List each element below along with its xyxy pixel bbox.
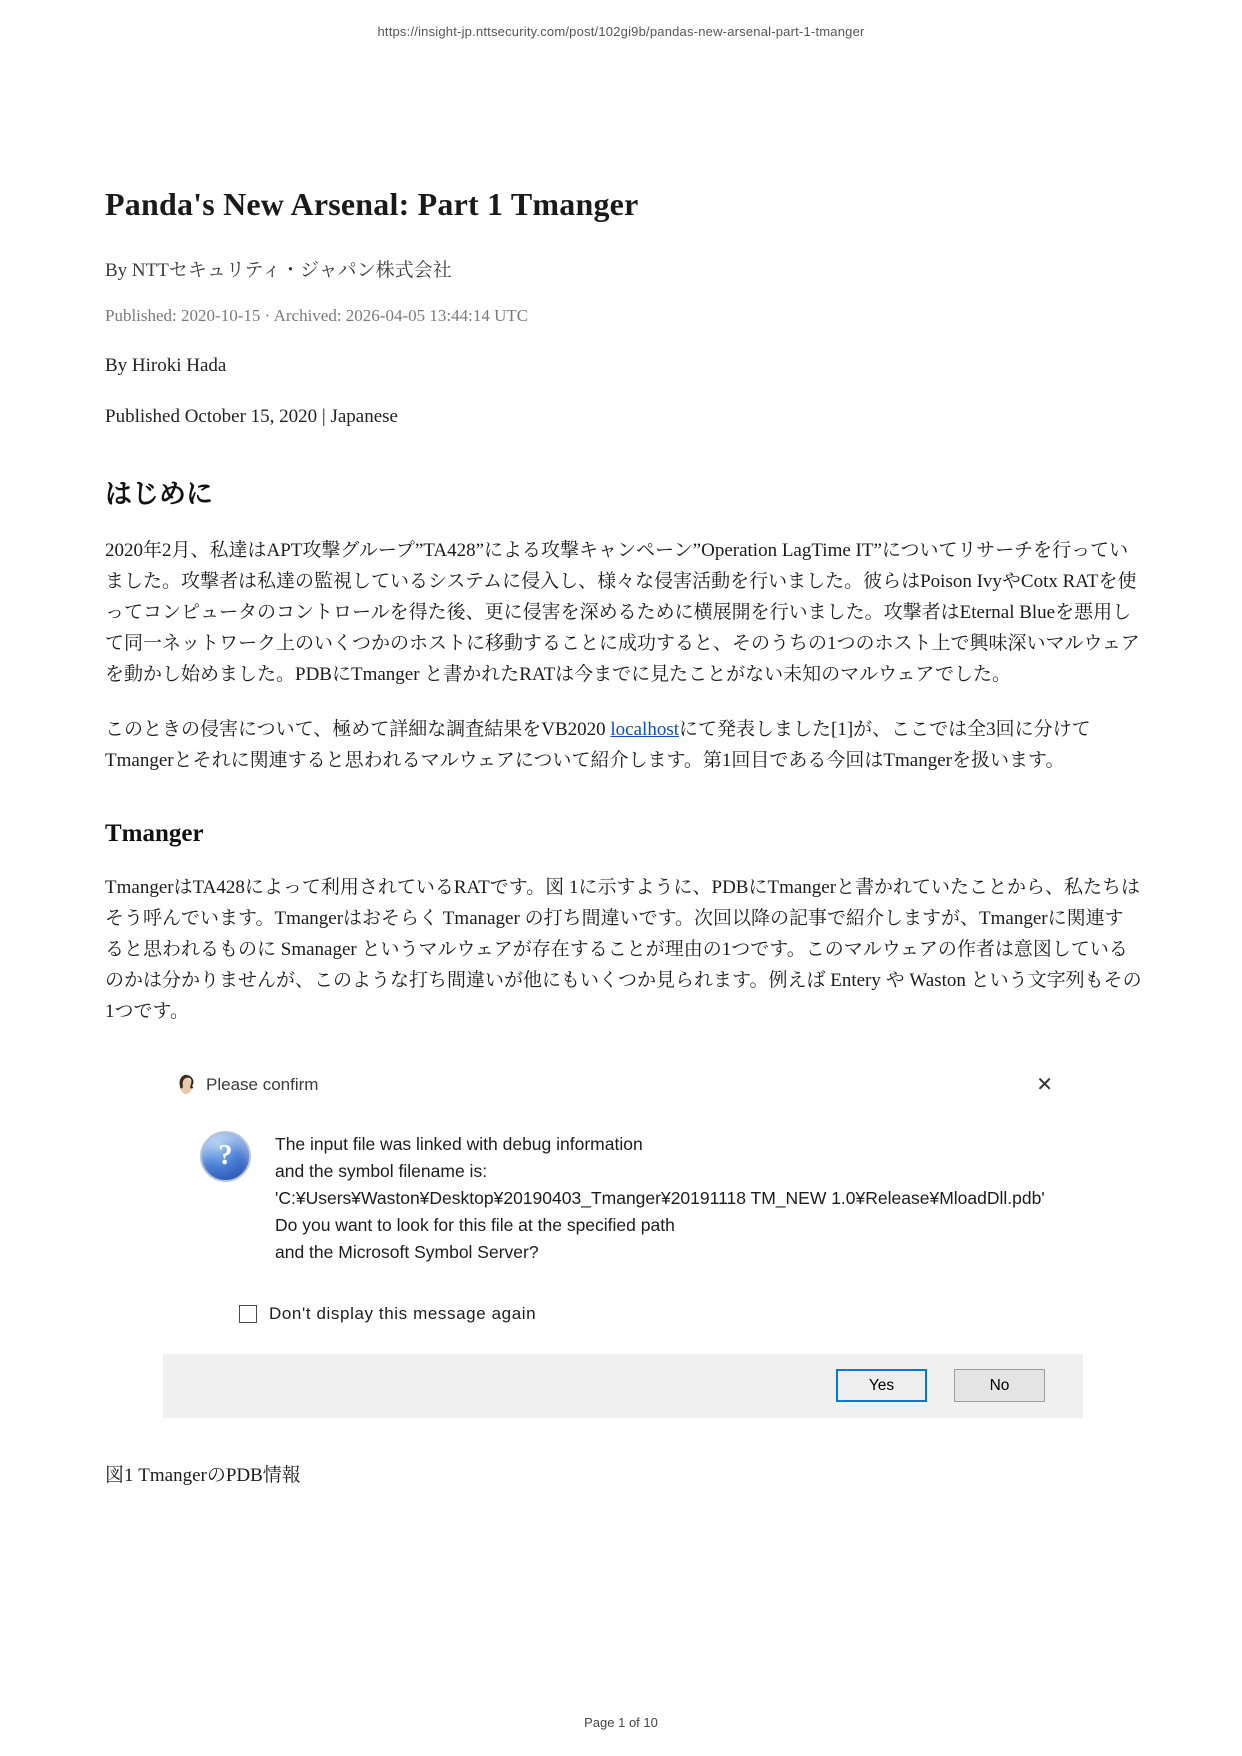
archive-meta-line: Published: 2020-10-15 · Archived: 2026-04-05 13:44:14 UTC [105,305,529,325]
intro-paragraph-2 [105,714,1142,776]
dialog-message-line-1: The input file was linked with debug information [275,1133,643,1154]
close-icon[interactable]: ✕ [1036,1073,1053,1096]
dialog-message-line-5: and the Microsoft Symbol Server? [275,1241,539,1262]
byline-organization: By NTTセキュリティ・ジャパン株式会社 [105,259,452,281]
dialog-body [163,1105,1083,1266]
section-heading-intro: はじめに [105,478,213,509]
article-title: Panda's New Arsenal: Part 1 Tmanger [105,186,639,222]
yes-button[interactable]: Yes [836,1369,927,1402]
section-heading-tmanger: Tmanger [105,819,204,847]
byline-author: By Hiroki Hada [105,354,227,376]
intro-paragraph-2-text-after: にて発表しました[1]が、ここでは全3回に分けてTmangerとそれに関連すると思われるマルウェアについて紹介します。第1回目である今回はTmangerを扱います。 [105,718,1091,771]
dont-display-row [239,1304,1083,1324]
dialog-button-bar [163,1354,1083,1418]
dialog-message-line-4: Do you want to look for this file at the specified path [275,1214,675,1235]
dialog-message-line-3: 'C:¥Users¥Waston¥Desktop¥20190403_Tmanger¥20191118 TM_NEW 1.0¥Release¥MloadDll.pdb' [275,1187,1045,1208]
dialog-titlebar [163,1063,1083,1105]
question-mark-icon: ? [200,1131,251,1182]
pdb-dialog-screenshot [163,1063,1083,1418]
figure-caption: 図1 TmangerのPDB情報 [105,1464,301,1486]
ida-app-icon [175,1073,197,1097]
page-number-footer: Page 1 of 10 [584,1715,658,1730]
dont-display-label: Don't display this message again [269,1303,537,1323]
intro-paragraph-2-text-before: このときの侵害について、極めて詳細な調査結果をVB2020 [105,718,611,740]
dialog-message [275,1131,1045,1266]
dont-display-checkbox[interactable] [239,1305,257,1323]
print-url-header: https://insight-jp.nttsecurity.com/post/102gi9b/pandas-new-arsenal-part-1-tmanger [377,24,865,39]
dialog-title: Please confirm [206,1074,319,1094]
intro-paragraph-1: 2020年2月、私達はAPT攻撃グループ”TA428”による攻撃キャンペーン”Operation LagTime IT”についてリサーチを行っていました。攻撃者は私達の監視しているシステムに侵入し、様々な侵害活動を行いました。彼らはPoison IvyやCotx RATを使ってコンピュータのコントロールを得た後、更に侵害を深めるために横展開を行いました。攻撃者はEternal Blueを悪用して同一ネットワーク上のいくつかのホストに移動することに成功すると、そのうちの1つのホスト上で興味深いマルウェアを動かし始めました。PDBにTmanger と書かれたRATは今までに見たことがない未知のマルウェアでした。 [105,539,1140,685]
no-button[interactable]: No [954,1369,1045,1402]
dialog-message-line-2: and the symbol filename is: [275,1160,488,1181]
localhost-link[interactable]: localhost [610,718,679,740]
published-line: Published October 15, 2020 | Japanese [105,405,398,427]
tmanger-paragraph: TmangerはTA428によって利用されているRATです。図 1に示すように、PDBにTmangerと書かれていたことから、私たちはそう呼んでいます。Tmangerはおそらく Tmanager の打ち間違いです。次回以降の記事で紹介しますが、Tmangerに関連すると思われるものに Smanager というマルウェアが存在することが理由の1つです。このマルウェアの作者は意図しているのかは分かりませんが、このような打ち間違いが他にもいくつか見られます。例えば Entery や Waston という文字列もその1つです。 [105,876,1142,1022]
